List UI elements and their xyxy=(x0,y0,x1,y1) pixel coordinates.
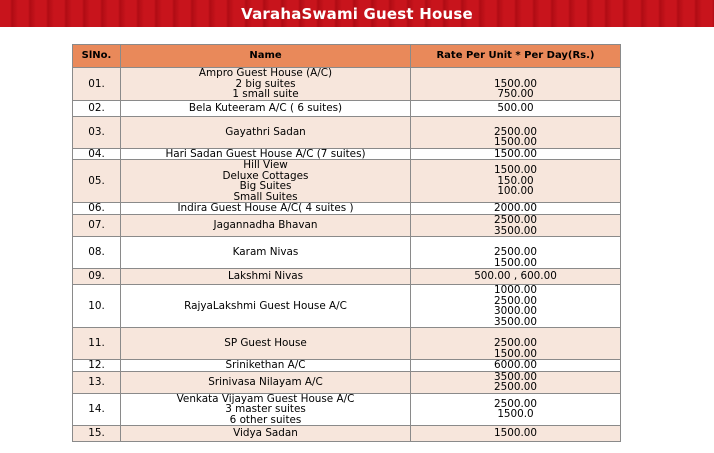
column-header-name: Name xyxy=(121,45,411,68)
rate-cell xyxy=(411,269,621,285)
name-line: 1 small suite xyxy=(232,88,299,100)
guest-house-name xyxy=(121,160,411,203)
rate-line: 1500.00 xyxy=(494,136,537,148)
row-number: 05. xyxy=(73,160,121,203)
table-row xyxy=(73,215,621,237)
table-row xyxy=(73,237,621,269)
row-number: 06. xyxy=(73,203,121,215)
name-line: Venkata Vijayam Guest House A/C xyxy=(176,393,355,405)
name-line: Gayathri Sadan xyxy=(225,125,306,138)
row-number: 11. xyxy=(73,328,121,360)
column-header-slno: SlNo. xyxy=(73,45,121,68)
rate-line: 2000.00 xyxy=(494,202,537,215)
row-number: 13. xyxy=(73,371,121,393)
table-row xyxy=(73,328,621,360)
rate-line: 3500.00 xyxy=(494,224,537,237)
rate-line: 1500.0 xyxy=(497,408,534,421)
guest-house-name xyxy=(121,237,411,269)
name-line: Hill View xyxy=(243,159,288,171)
table-header-row xyxy=(73,45,621,68)
guest-house-name xyxy=(121,371,411,393)
guest-house-name xyxy=(121,360,411,372)
name-line: Ampro Guest House (A/C) xyxy=(198,67,333,79)
rate-line: 3500.00 xyxy=(494,371,537,383)
rate-line: 2500.00 xyxy=(494,246,537,258)
rate-cell xyxy=(411,203,621,215)
row-number: 07. xyxy=(73,215,121,237)
table-row xyxy=(73,116,621,148)
guest-house-name xyxy=(121,393,411,426)
table-row xyxy=(73,393,621,426)
rate-cell xyxy=(411,160,621,203)
name-line: Hari Sadan Guest House A/C (7 suites) xyxy=(165,148,366,160)
rate-line: 150.00 xyxy=(497,174,534,187)
guest-house-name xyxy=(121,68,411,101)
guest-house-name xyxy=(121,203,411,215)
rate-cell xyxy=(411,360,621,372)
name-line: Karam Nivas xyxy=(232,246,299,259)
name-line: Indira Guest House A/C( 4 suites ) xyxy=(177,202,354,215)
name-line: Small Suites xyxy=(233,190,298,203)
name-line: Deluxe Cottages xyxy=(222,169,309,182)
rate-cell xyxy=(411,237,621,269)
guest-house-name xyxy=(121,269,411,285)
rate-cell xyxy=(411,215,621,237)
name-line: 6 other suites xyxy=(229,413,302,426)
rate-line: 6000.00 xyxy=(494,359,537,371)
rate-line: 2500.00 xyxy=(494,381,537,393)
rate-cell xyxy=(411,426,621,442)
rate-cell xyxy=(411,68,621,101)
row-number: 09. xyxy=(73,269,121,285)
row-number: 08. xyxy=(73,237,121,269)
rate-cell xyxy=(411,371,621,393)
table-row xyxy=(73,371,621,393)
rate-line: 500.00 , 600.00 xyxy=(474,270,557,283)
rate-line: 2500.00 xyxy=(494,337,537,349)
table-row xyxy=(73,160,621,203)
rate-line: 1500.00 xyxy=(494,256,537,269)
rate-line: 1500.00 xyxy=(494,347,537,360)
name-line: Srinivasa Nilayam A/C xyxy=(208,375,323,388)
table-row xyxy=(73,68,621,101)
page-title: VarahaSwami Guest House xyxy=(241,4,473,23)
rate-cell xyxy=(411,116,621,148)
row-number: 03. xyxy=(73,116,121,148)
guest-house-name xyxy=(121,328,411,360)
guest-house-name xyxy=(121,100,411,116)
row-number: 10. xyxy=(73,285,121,328)
rate-cell xyxy=(411,393,621,426)
name-line: RajyaLakshmi Guest House A/C xyxy=(184,299,347,312)
table-row xyxy=(73,285,621,328)
name-line: Lakshmi Nivas xyxy=(227,270,304,283)
guest-house-name xyxy=(121,215,411,237)
name-line: 2 big suites xyxy=(235,77,296,90)
row-number: 01. xyxy=(73,68,121,101)
guest-house-name xyxy=(121,426,411,442)
table-row xyxy=(73,426,621,442)
guest-house-name xyxy=(121,116,411,148)
row-number: 02. xyxy=(73,100,121,116)
rates-table xyxy=(72,44,621,442)
guest-house-name xyxy=(121,148,411,160)
row-number: 04. xyxy=(73,148,121,160)
name-line: 3 master suites xyxy=(225,403,306,415)
table-row xyxy=(73,203,621,215)
guest-house-name xyxy=(121,285,411,328)
column-header-rate: Rate Per Unit * Per Day(Rs.) xyxy=(411,45,621,68)
name-line: Big Suites xyxy=(239,180,292,192)
rate-line: 100.00 xyxy=(497,185,534,198)
rate-line: 2500.00 xyxy=(494,125,537,138)
table-row xyxy=(73,360,621,372)
rate-line: 1500.00 xyxy=(494,427,537,440)
row-number: 12. xyxy=(73,360,121,372)
rate-line: 1000.00 xyxy=(494,284,537,296)
rate-line: 1500.00 xyxy=(494,148,537,160)
rate-cell xyxy=(411,148,621,160)
table-row xyxy=(73,100,621,116)
title-banner xyxy=(0,0,714,27)
rate-line: 2500.00 xyxy=(494,397,537,410)
rate-line: 3500.00 xyxy=(494,315,537,328)
rate-cell xyxy=(411,285,621,328)
name-line: Vidya Sadan xyxy=(233,427,298,440)
rate-line: 750.00 xyxy=(497,88,534,100)
name-line: Bela Kuteeram A/C ( 6 suites) xyxy=(188,101,343,114)
rate-line: 1500.00 xyxy=(494,77,537,90)
rate-line: 2500.00 xyxy=(494,214,537,226)
rate-line: 500.00 xyxy=(497,101,534,114)
name-line: Srinikethan A/C xyxy=(225,359,306,371)
rate-cell xyxy=(411,328,621,360)
rate-line: 2500.00 xyxy=(494,294,537,307)
rate-line: 3000.00 xyxy=(494,305,537,317)
table-row xyxy=(73,269,621,285)
row-number: 15. xyxy=(73,426,121,442)
table-row xyxy=(73,148,621,160)
name-line: Jagannadha Bhavan xyxy=(213,219,318,232)
row-number: 14. xyxy=(73,393,121,426)
rate-line: 1500.00 xyxy=(494,164,537,177)
rate-cell xyxy=(411,100,621,116)
name-line: SP Guest House xyxy=(224,337,307,350)
